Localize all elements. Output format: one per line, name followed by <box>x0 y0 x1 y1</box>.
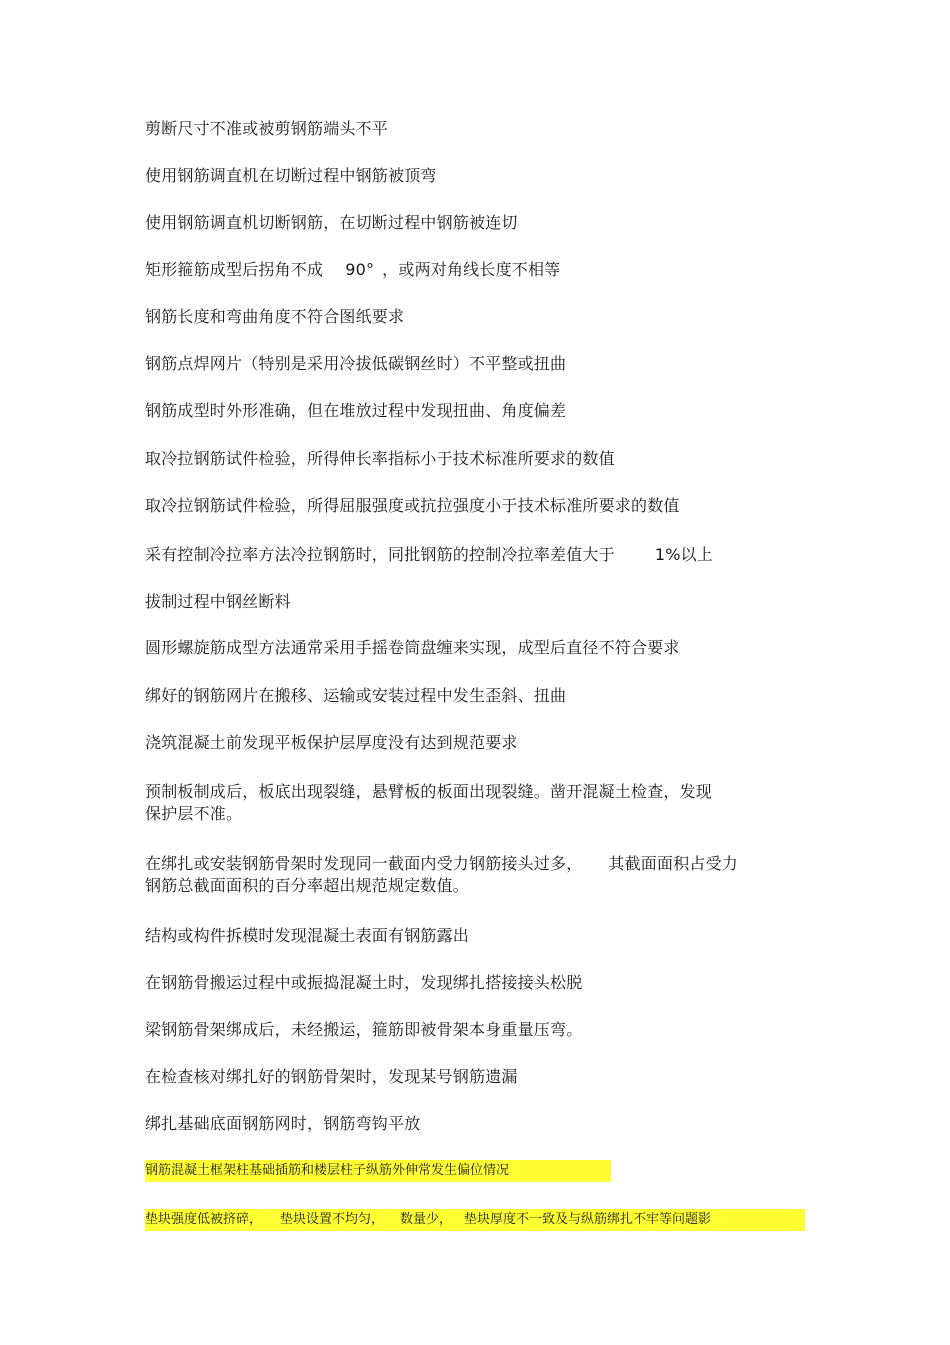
defect-item-12: 圆形螺旋筋成型方法通常采用手摇卷筒盘缠来实现，成型后直径不符合要求 <box>145 638 680 657</box>
defect-item-2: 使用钢筋调直机在切断过程中钢筋被顶弯 <box>145 166 437 185</box>
defect-item-8: 取冷拉钢筋试件检验，所得伸长率指标小于技术标准所要求的数值 <box>145 449 615 468</box>
defect-item-20: 在检查核对绑扎好的钢筋骨架时，发现某号钢筋遗漏 <box>145 1067 518 1086</box>
defect-item-5: 钢筋长度和弯曲角度不符合图纸要求 <box>145 307 405 326</box>
defect-item-1: 剪断尺寸不准或被剪钢筋端头不平 <box>145 119 389 138</box>
defect-item-3: 使用钢筋调直机切断钢筋，在切断过程中钢筋被连切 <box>145 213 518 232</box>
highlighted-item-2 <box>145 1209 805 1231</box>
defect-item-4-part-a: 矩形箍筋成型后拐角不成 <box>145 260 324 279</box>
defect-item-18: 在钢筋骨搬运过程中或振捣混凝土时，发现绑扎搭接接头松脱 <box>145 973 583 992</box>
defect-item-6: 钢筋点焊网片（特别是采用冷拔低碳钢丝时）不平整或扭曲 <box>145 354 567 373</box>
defect-item-16 <box>145 853 810 897</box>
defect-item-10-percent: 1%以上 <box>654 545 713 564</box>
defect-item-15-line-1: 预制板制成后，板底出现裂缝，悬臂板的板面出现裂缝。凿开混凝土检查，发现 <box>145 782 713 801</box>
defect-item-10-part-a: 采有控制冷拉率方法冷拉钢筋时，同批钢筋的控制冷拉率差值大于 <box>145 545 615 564</box>
defect-item-16-part-a: 在绑扎或安装钢筋骨架时发现同一截面内受力钢筋接头过多， <box>145 854 583 873</box>
defect-item-4-part-c: ，或两对角线长度不相等 <box>382 260 561 279</box>
highlighted-item-2-part-c: 数量少， <box>400 1212 453 1227</box>
defect-item-17: 结构或构件拆模时发现混凝土表面有钢筋露出 <box>145 926 470 945</box>
defect-item-10 <box>145 544 713 566</box>
defect-item-9: 取冷拉钢筋试件检验，所得屈服强度或抗拉强度小于技术标准所要求的数值 <box>145 496 680 515</box>
defect-item-7: 钢筋成型时外形准确，但在堆放过程中发现扭曲、角度偏差 <box>145 401 567 420</box>
highlighted-item-1: 钢筋混凝土框架柱基础插筋和楼层柱子纵筋外伸常发生偏位情况 <box>145 1160 611 1182</box>
defect-item-4 <box>145 259 560 281</box>
defect-item-21: 绑扎基础底面钢筋网时，钢筋弯钩平放 <box>145 1114 421 1133</box>
defect-item-16-part-b: 其截面面积占受力 <box>608 854 739 873</box>
defect-item-15 <box>145 781 810 825</box>
defect-item-11: 拔制过程中钢丝断料 <box>145 592 291 611</box>
defect-item-13: 绑好的钢筋网片在搬移、运输或安装过程中发生歪斜、扭曲 <box>145 686 567 705</box>
highlighted-item-2-part-b: 垫块设置不均匀， <box>280 1212 385 1227</box>
highlighted-item-2-part-d: 垫块厚度不一致及与纵筋绑扎不牢等问题影 <box>464 1212 712 1227</box>
defect-item-16-line-2: 钢筋总截面面积的百分率超出规范规定数值。 <box>145 876 470 895</box>
defect-item-15-line-2: 保护层不准。 <box>145 804 243 823</box>
defect-item-19: 梁钢筋骨架绑成后，未经搬运，箍筋即被骨架本身重量压弯。 <box>145 1020 583 1039</box>
defect-item-4-angle: 90° <box>345 260 375 279</box>
defect-item-14: 浇筑混凝土前发现平板保护层厚度没有达到规范要求 <box>145 733 518 752</box>
highlighted-item-2-part-a: 垫块强度低被挤碎， <box>145 1212 263 1227</box>
